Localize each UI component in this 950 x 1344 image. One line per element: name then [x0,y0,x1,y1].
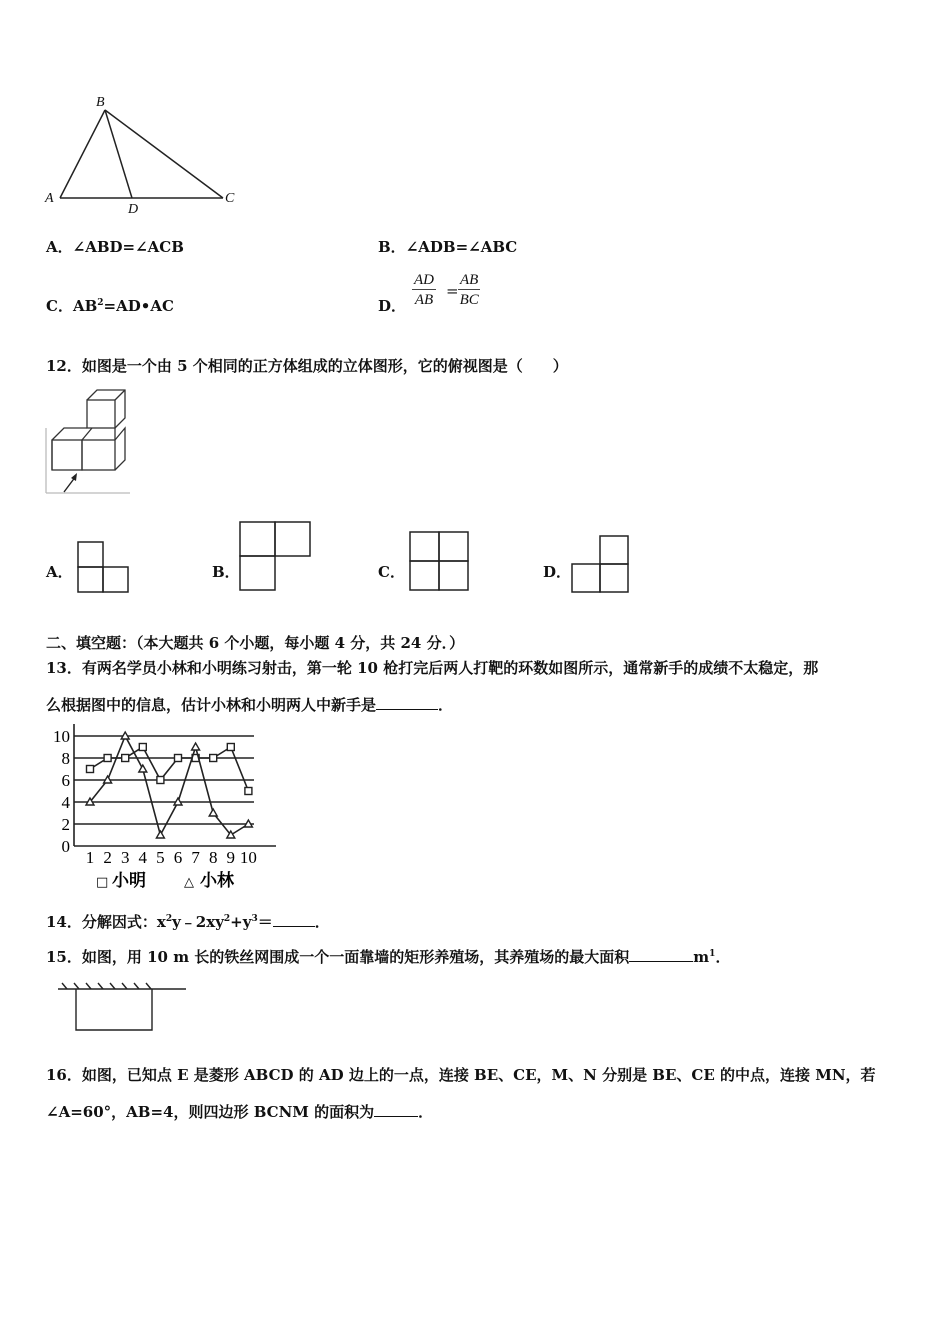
period: ． [438,696,454,714]
q12-option-d-label[interactable]: D． [543,563,572,581]
x-tick-label: 3 [120,848,130,867]
q14-question [46,911,330,932]
option-letter: B． [378,238,406,256]
option-text: ∠ADB=∠ABC [405,238,518,256]
point-triangle [139,765,147,772]
q13-line1: 13．有两名学员小林和小明练习射击，第一轮 10 枪打完后两人打靶的环数如图所示，通常新手的成绩不太稳定，那 [46,659,819,677]
point-triangle [121,732,129,739]
vertex-d-label: D [128,202,139,217]
exponent: 2 [223,914,231,924]
legend-symbol: △ [184,875,194,890]
q14-text: ＝ [257,913,273,931]
answer-blank[interactable] [374,1104,418,1117]
triangle-svg [40,95,250,220]
legend-symbol: □ [96,875,109,890]
q12-option-c-figure[interactable] [408,530,473,595]
side-bc [105,110,223,198]
exponent: 2 [97,298,104,308]
q11-option-b[interactable] [378,236,517,257]
q16-line2 [46,1101,433,1122]
q12-option-d-figure[interactable] [570,534,632,596]
wall-enclosure-figure [56,980,191,1035]
exponent: 1 [709,949,716,959]
vertex-a-label: A [45,191,54,206]
point-triangle [244,820,252,827]
y-tick-label: 6 [61,771,70,790]
point-square [122,755,129,762]
q14-text: +y [230,913,252,931]
x-tick-label: 2 [103,848,112,867]
x-tick-label: 10 [239,848,257,867]
cube-solid-svg [44,388,134,498]
point-triangle [174,798,182,805]
fraction-ab-bc [458,271,480,310]
side-ab [60,110,105,198]
segment-bd [105,110,132,198]
q13-line2-text: 么根据图中的信息，估计小林和小明两人中新手是 [46,696,377,714]
q13-line2 [46,694,453,715]
point-square [227,744,234,751]
equals-sign: = [446,282,459,300]
point-square [245,788,252,795]
arrow-head-icon [71,473,77,481]
vertex-c-label: C [225,191,235,206]
q16-line2-text: ∠A=60°，AB=4，则四边形 BCNM 的面积为 [46,1103,375,1121]
point-square [87,766,94,773]
q14-text: 14．分解因式：x [46,913,166,931]
x-tick-label: 6 [173,848,183,867]
q12-option-b-figure[interactable] [238,520,313,595]
q14-text: y﹣2xy [172,913,224,931]
unit: m [693,948,710,966]
denominator: AB [414,292,434,308]
q11-option-d[interactable] [378,295,406,316]
section2-heading: 二、填空题：（本大题共 6 个小题，每小题 4 分，共 24 分．） [46,634,465,652]
option-text: =AD•AC [103,297,174,315]
option-text: AB [72,297,98,315]
answer-blank[interactable] [376,697,438,710]
point-triangle [209,809,217,816]
option-letter: C． [46,297,73,315]
denominator: BC [459,292,479,308]
point-square [175,755,182,762]
q15-question [46,946,730,967]
x-tick-label: 4 [138,848,148,867]
q16-line1: 16．如图，已知点 E 是菱形 ABCD 的 AD 边上的一点，连接 BE、CE，M、N 分别是 BE、CE 的中点，连接 MN，若 [46,1066,876,1084]
y-tick-label: 8 [61,749,70,768]
q15-text: 15．如图，用 10 m 长的铁丝网围成一个一面靠墙的矩形养殖场，其养殖场的最大面积 [46,948,630,966]
point-square [157,777,164,784]
point-square [104,755,111,762]
triangle-figure [40,95,250,220]
period: ． [715,948,731,966]
option-letter: A． [46,238,73,256]
option-letter: D． [378,297,407,315]
y-tick-label: 0 [61,837,70,856]
shooting-score-chart [44,728,284,893]
point-triangle [192,743,200,750]
point-triangle [156,831,164,838]
y-tick-label: 10 [53,727,70,746]
exponent: 3 [251,914,258,924]
point-square [139,744,146,751]
q11-option-a[interactable] [46,236,184,257]
answer-blank[interactable] [273,914,315,927]
q12-option-a-figure[interactable] [76,540,131,595]
period: ． [418,1103,434,1121]
option-text: ∠ABD=∠ACB [72,238,184,256]
point-square [210,755,217,762]
numerator: AB [460,272,479,288]
y-tick-label: 4 [61,793,70,812]
x-tick-label: 9 [226,848,236,867]
fraction-ad-ab [412,271,436,310]
x-tick-label: 8 [208,848,218,867]
cube-solid-figure [44,388,134,498]
q12-option-b-label[interactable]: B． [212,563,240,581]
x-tick-label: 1 [85,848,95,867]
q12-question: 12．如图是一个由 5 个相同的正方体组成的立体图形，它的俯视图是（ ） [46,357,568,375]
q12-option-c-label[interactable]: C． [378,563,405,581]
x-tick-label: 7 [191,848,200,867]
answer-blank[interactable] [629,949,693,962]
legend-label: 小明 [112,871,146,891]
period: ． [314,913,330,931]
point-triangle [104,776,112,783]
y-tick-label: 2 [61,815,70,834]
legend-label: 小林 [200,871,234,891]
numerator: AD [414,272,434,288]
vertex-b-label: B [96,95,105,110]
series-line-小明 [90,747,248,791]
fence-rectangle [76,989,152,1030]
x-tick-label: 5 [156,848,165,867]
exponent: 2 [165,914,173,924]
q12-option-a-label[interactable]: A． [46,563,73,581]
q11-option-c[interactable] [46,295,174,316]
